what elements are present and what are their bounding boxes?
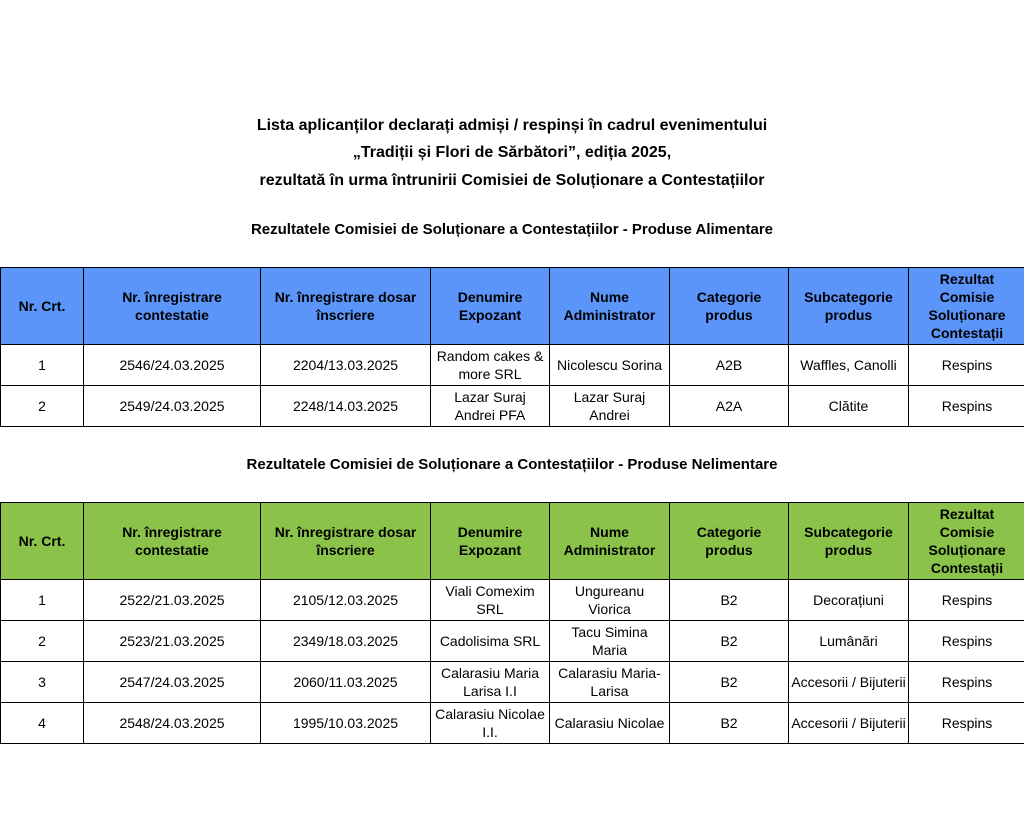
cell-categorie: B2	[670, 703, 789, 744]
results-table-nealimentare	[0, 502, 1024, 744]
cell-subcategorie: Decorațiuni	[789, 580, 909, 621]
cell-subcategorie: Lumânări	[789, 621, 909, 662]
cell-nume-administrator: Calarasiu Nicolae	[550, 703, 670, 744]
cell-nr-dosar: 2248/14.03.2025	[261, 386, 431, 427]
cell-categorie: A2A	[670, 386, 789, 427]
table-row	[1, 386, 1024, 427]
cell-rezultat: Respins	[909, 345, 1024, 386]
cell-subcategorie: Accesorii / Bijuterii	[789, 703, 909, 744]
document-title-line-1: Lista aplicanților declarați admiși / respinși în cadrul evenimentului	[256, 117, 768, 134]
cell-nr-crt: 2	[1, 621, 84, 662]
cell-rezultat: Respins	[909, 703, 1024, 744]
cell-nr-contestatie: 2548/24.03.2025	[84, 703, 261, 744]
cell-nume-administrator: Ungureanu Viorica	[550, 580, 670, 621]
cell-nr-dosar: 2349/18.03.2025	[261, 621, 431, 662]
cell-nr-dosar: 2204/13.03.2025	[261, 345, 431, 386]
col-header-rezultat: Rezultat Comisie Soluționare Contestații	[909, 503, 1024, 580]
cell-nr-crt: 4	[1, 703, 84, 744]
cell-categorie: B2	[670, 621, 789, 662]
cell-rezultat: Respins	[909, 386, 1024, 427]
col-header-rezultat: Rezultat Comisie Soluționare Contestații	[909, 268, 1024, 345]
table-header-row	[1, 268, 1024, 345]
document-title-line-3: rezultată în urma întrunirii Comisiei de Soluționare a Contestațiilor	[259, 172, 765, 189]
document-title-line-2: „Tradiții și Flori de Sărbători”, ediția 2025,	[352, 144, 672, 161]
cell-denumire-expozant: Calarasiu Nicolae I.I.	[431, 703, 550, 744]
cell-denumire-expozant: Lazar Suraj Andrei PFA	[431, 386, 550, 427]
cell-subcategorie: Clătite	[789, 386, 909, 427]
col-header-denumire-expozant: Denumire Expozant	[431, 503, 550, 580]
cell-nume-administrator: Nicolescu Sorina	[550, 345, 670, 386]
cell-categorie: B2	[670, 580, 789, 621]
col-header-nume-administrator: Nume Administrator	[550, 503, 670, 580]
cell-nume-administrator: Calarasiu Maria-Larisa	[550, 662, 670, 703]
col-header-denumire-expozant: Denumire Expozant	[431, 268, 550, 345]
col-header-nr-dosar: Nr. înregistrare dosar înscriere	[261, 503, 431, 580]
table-row	[1, 621, 1024, 662]
table-row	[1, 580, 1024, 621]
cell-subcategorie: Accesorii / Bijuterii	[789, 662, 909, 703]
cell-categorie: A2B	[670, 345, 789, 386]
section-title-nealimentare: Rezultatele Comisiei de Soluționare a Contestațiilor - Produse Nelimentare	[246, 456, 778, 473]
cell-denumire-expozant: Cadolisima SRL	[431, 621, 550, 662]
table-row	[1, 345, 1024, 386]
cell-nume-administrator: Lazar Suraj Andrei	[550, 386, 670, 427]
table-header-row	[1, 503, 1024, 580]
col-header-categorie: Categorie produs	[670, 268, 789, 345]
col-header-nr-contestatie: Nr. înregistrare contestatie	[84, 503, 261, 580]
cell-nr-dosar: 2060/11.03.2025	[261, 662, 431, 703]
col-header-categorie: Categorie produs	[670, 503, 789, 580]
col-header-nr-crt: Nr. Crt.	[1, 503, 84, 580]
cell-nr-crt: 2	[1, 386, 84, 427]
cell-rezultat: Respins	[909, 621, 1024, 662]
col-header-nr-crt: Nr. Crt.	[1, 268, 84, 345]
cell-nr-dosar: 1995/10.03.2025	[261, 703, 431, 744]
cell-nr-crt: 3	[1, 662, 84, 703]
cell-nr-dosar: 2105/12.03.2025	[261, 580, 431, 621]
cell-denumire-expozant: Viali Comexim SRL	[431, 580, 550, 621]
cell-categorie: B2	[670, 662, 789, 703]
col-header-subcategorie: Subcategorie produs	[789, 268, 909, 345]
cell-rezultat: Respins	[909, 662, 1024, 703]
col-header-nume-administrator: Nume Administrator	[550, 268, 670, 345]
cell-denumire-expozant: Calarasiu Maria Larisa I.I	[431, 662, 550, 703]
table-row	[1, 662, 1024, 703]
cell-nr-contestatie: 2547/24.03.2025	[84, 662, 261, 703]
cell-nume-administrator: Tacu Simina Maria	[550, 621, 670, 662]
col-header-nr-dosar: Nr. înregistrare dosar înscriere	[261, 268, 431, 345]
col-header-subcategorie: Subcategorie produs	[789, 503, 909, 580]
cell-nr-contestatie: 2522/21.03.2025	[84, 580, 261, 621]
section-title-alimentare: Rezultatele Comisiei de Soluționare a Contestațiilor - Produse Alimentare	[250, 221, 774, 238]
cell-nr-crt: 1	[1, 345, 84, 386]
table-row	[1, 703, 1024, 744]
cell-subcategorie: Waffles, Canolli	[789, 345, 909, 386]
cell-nr-crt: 1	[1, 580, 84, 621]
cell-nr-contestatie: 2523/21.03.2025	[84, 621, 261, 662]
col-header-nr-contestatie: Nr. înregistrare contestatie	[84, 268, 261, 345]
cell-nr-contestatie: 2549/24.03.2025	[84, 386, 261, 427]
cell-rezultat: Respins	[909, 580, 1024, 621]
results-table-alimentare	[0, 267, 1024, 427]
cell-nr-contestatie: 2546/24.03.2025	[84, 345, 261, 386]
cell-denumire-expozant: Random cakes & more SRL	[431, 345, 550, 386]
